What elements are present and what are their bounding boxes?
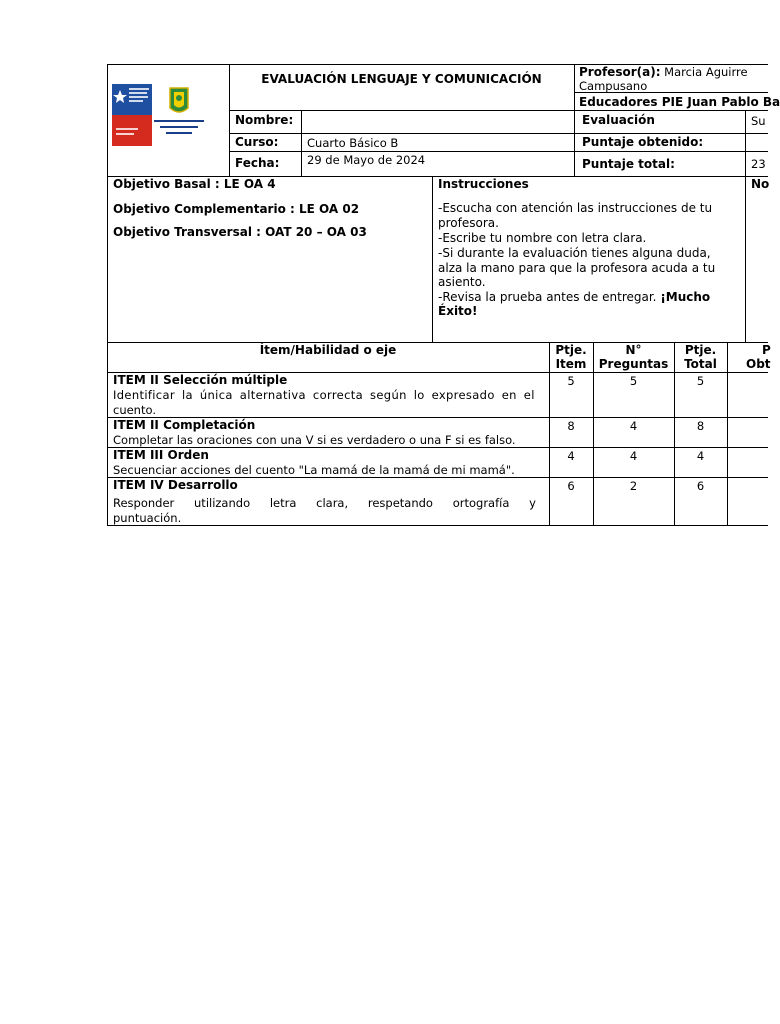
- cell-ptje-item: 6: [567, 479, 575, 493]
- puntaje-obtenido-label: Puntaje obtenido:: [582, 135, 704, 149]
- description-word: utilizando: [194, 496, 251, 510]
- nombre-label: Nombre:: [235, 113, 294, 127]
- cell-ptje-total: 8: [696, 419, 705, 433]
- table-border: [574, 64, 575, 176]
- description-word: ortografía: [452, 496, 510, 510]
- header-item-habilidad: Ítem/Habilidad o eje: [259, 343, 397, 357]
- header-n-preguntas-2: Preguntas: [598, 357, 669, 371]
- instruction-line: [438, 290, 710, 305]
- table-border: [727, 342, 728, 526]
- description-word: respetando: [367, 496, 433, 510]
- row-description: Secuenciar acciones del cuento "La mamá de la mamá de mi mamá".: [113, 463, 515, 477]
- evaluacion-label: Evaluación: [582, 113, 655, 127]
- table-border: [745, 176, 746, 342]
- cell-n-preguntas: 5: [629, 374, 638, 388]
- table-border: [432, 176, 433, 342]
- profesor-name: Marcia Aguirre: [664, 65, 748, 79]
- row-description: puntuación.: [113, 511, 182, 525]
- puntaje-total-label: Puntaje total:: [582, 157, 675, 171]
- document-title: EVALUACIÓN LENGUAJE Y COMUNICACIÓN: [261, 72, 542, 86]
- cell-n-preguntas: 2: [629, 479, 638, 493]
- instruction-line: -Escucha con atención las instrucciones de tu: [438, 201, 713, 215]
- instruction-line: -Si durante la evaluación tienes alguna duda,: [438, 246, 711, 260]
- educadores-pie-label: Educadores PIE Juan Pablo Ba: [579, 95, 780, 109]
- row-title: ITEM II Selección múltiple: [113, 373, 288, 387]
- table-border: [745, 110, 746, 176]
- slep-puerto-cordillera-logo: [152, 86, 206, 142]
- curso-value: Cuarto Básico B: [307, 136, 399, 150]
- fecha-label: Fecha:: [235, 156, 280, 170]
- profesor-field: [579, 65, 748, 79]
- objetivo-basal: Objetivo Basal : LE OA 4: [113, 177, 276, 191]
- table-border: [107, 64, 108, 526]
- instruction-mucho: ¡Mucho: [660, 290, 711, 304]
- cell-ptje-item: 5: [567, 374, 575, 388]
- puntaje-total-value: 23: [751, 157, 766, 171]
- header-ptje-item-2: Item: [555, 357, 587, 371]
- profesor-name-line2: Campusano: [579, 79, 648, 93]
- table-border: [229, 133, 768, 134]
- table-border: [301, 110, 302, 176]
- cell-n-preguntas: 4: [629, 449, 638, 463]
- header-obtenido-1: P: [762, 343, 771, 357]
- objetivo-transversal: Objetivo Transversal : OAT 20 – OA 03: [113, 225, 367, 239]
- header-n-preguntas-1: N°: [625, 343, 642, 357]
- row-description: cuento.: [113, 403, 156, 417]
- instruction-revisa: -Revisa la prueba antes de entregar.: [438, 290, 661, 304]
- cell-ptje-item: 4: [567, 449, 575, 463]
- row-description: Identificar la única alternativa correcta según lo expresado en el: [113, 388, 535, 402]
- curso-label: Curso:: [235, 135, 279, 149]
- description-word: clara,: [316, 496, 349, 510]
- instrucciones-title: Instrucciones: [438, 177, 529, 191]
- profesor-label: Profesor(a):: [579, 65, 661, 79]
- table-border: [107, 525, 768, 526]
- header-obtenido-2: Obt: [746, 357, 771, 371]
- row-description: [113, 496, 536, 510]
- row-title: ITEM II Completación: [113, 418, 256, 432]
- cell-ptje-total: 6: [696, 479, 705, 493]
- gobierno-de-chile-logo: [112, 84, 152, 146]
- cell-n-preguntas: 4: [629, 419, 638, 433]
- nota-label: No: [751, 177, 770, 191]
- description-word: y: [529, 496, 536, 510]
- description-word: letra: [269, 496, 297, 510]
- fecha-value: 29 de Mayo de 2024: [307, 153, 426, 167]
- header-ptje-item-1: Ptje.: [555, 343, 587, 357]
- row-title: ITEM III Orden: [113, 448, 209, 462]
- row-description: Completar las oraciones con una V si es verdadero o una F si es falso.: [113, 433, 516, 447]
- instruction-exito: Éxito!: [438, 304, 478, 318]
- description-word: Responder: [113, 496, 175, 510]
- table-border: [229, 151, 768, 152]
- header-ptje-total-1: Ptje.: [684, 343, 717, 357]
- objetivo-complementario: Objetivo Complementario : LE OA 02: [113, 202, 360, 216]
- evaluacion-value: Su: [751, 114, 766, 128]
- instruction-line: alza la mano para que la profesora acuda a tu: [438, 261, 716, 275]
- cell-ptje-total: 5: [696, 374, 705, 388]
- header-ptje-total-2: Total: [684, 357, 717, 371]
- row-title: ITEM IV Desarrollo: [113, 478, 238, 492]
- instruction-line: -Escribe tu nombre con letra clara.: [438, 231, 647, 245]
- instruction-line: asiento.: [438, 275, 486, 289]
- cell-ptje-total: 4: [696, 449, 705, 463]
- instruction-line: profesora.: [438, 216, 499, 230]
- cell-ptje-item: 8: [567, 419, 575, 433]
- table-border: [229, 110, 768, 111]
